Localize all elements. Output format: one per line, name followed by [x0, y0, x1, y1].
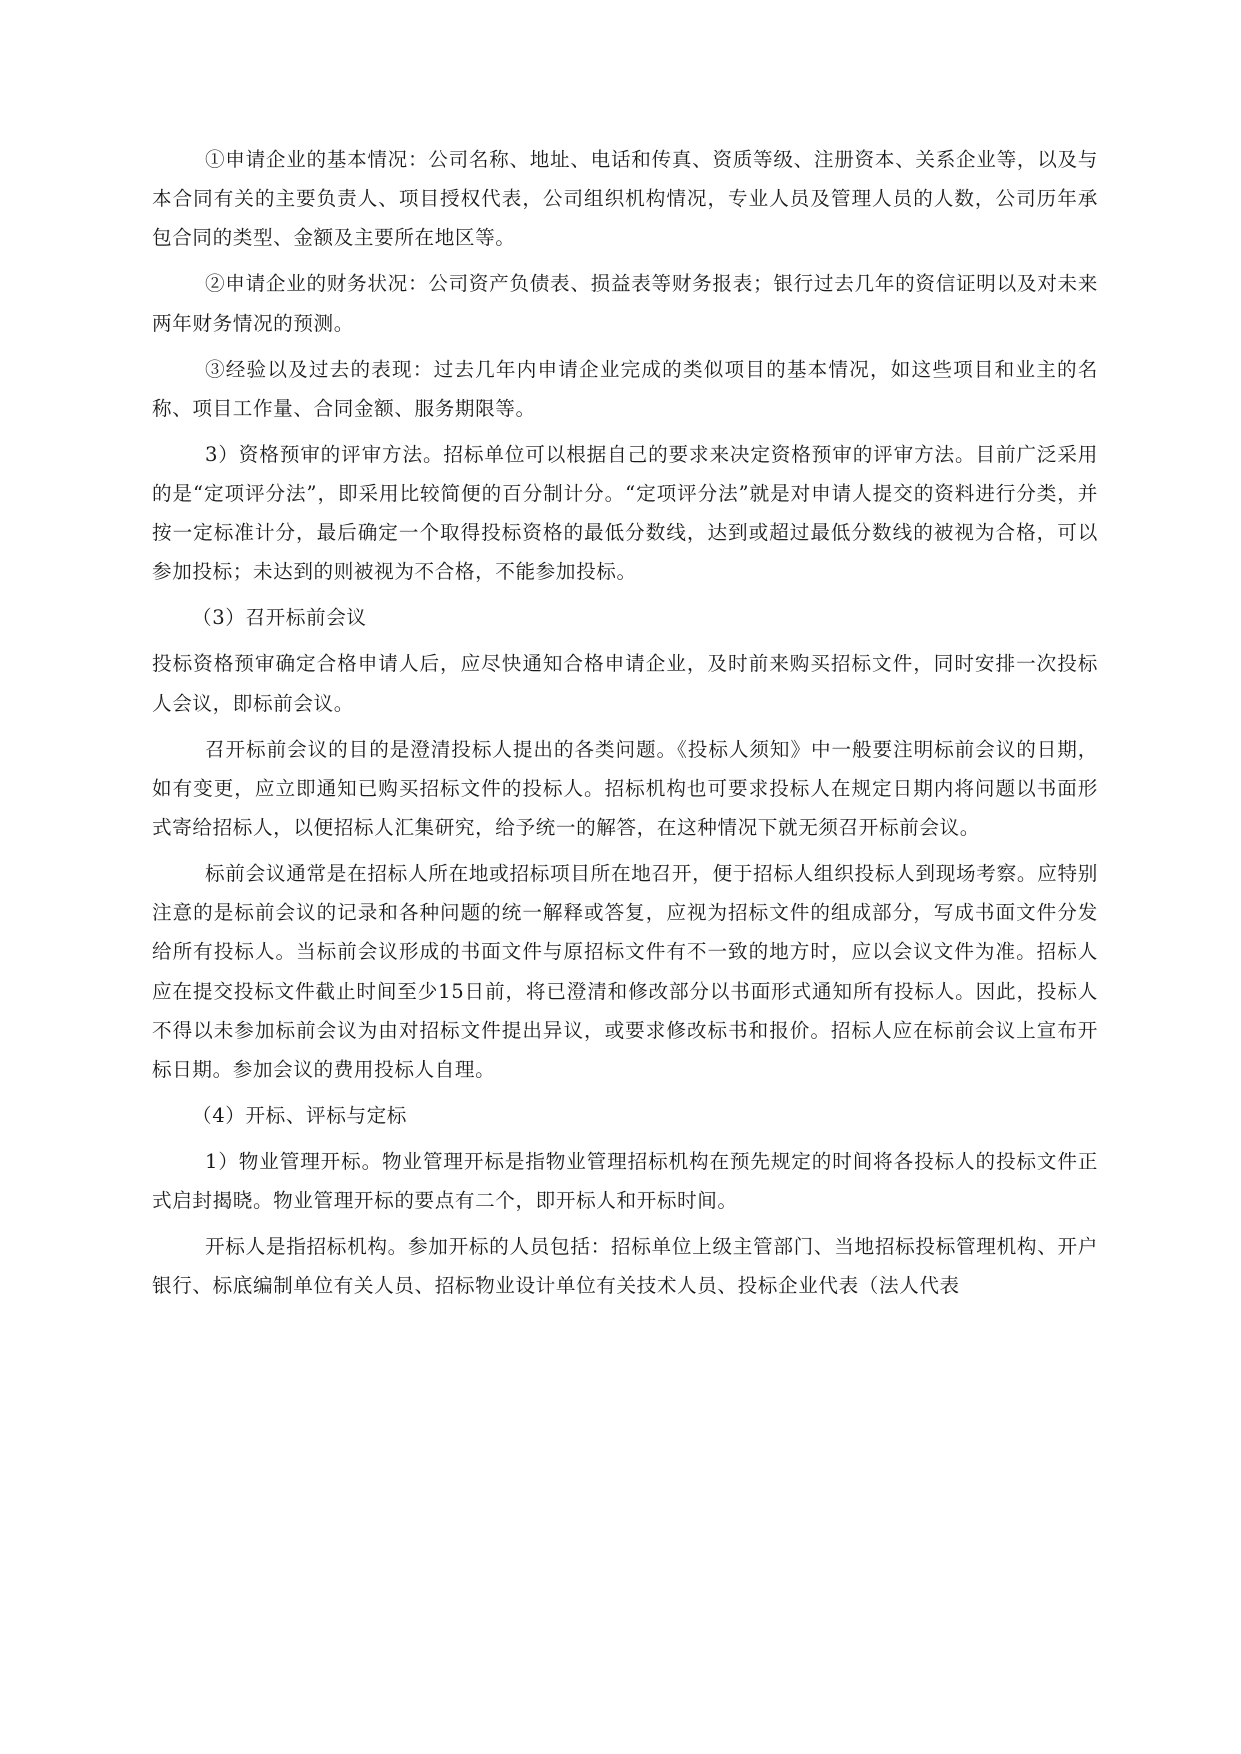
paragraph-bid-opening: 1）物业管理开标。物业管理开标是指物业管理招标机构在预先规定的时间将各投标人的投标文件正式启封揭晓。物业管理开标的要点有二个，即开标人和开标时间。: [152, 1150, 1098, 1213]
document-body: [152, 140, 1098, 1306]
paragraph-prequalification-method: 3）资格预审的评审方法。招标单位可以根据自己的要求来决定资格预审的评审方法。目前广泛采用的是“定项评分法”，即采用比较简便的百分制计分。“定项评分法”就是对申请人提交的资料进行分类，并按一定标准计分，最后确定一个取得投标资格的最低分数线，达到或超过最低分数线的被视为合格，可以参加投标；未达到的则被视为不合格，不能参加投标。: [152, 442, 1098, 584]
paragraph-pre-bid-meeting-purpose: 召开标前会议的目的是澄清投标人提出的各类问题。《投标人须知》中一般要注明标前会议的日期，如有变更，应立即通知已购买招标文件的投标人。招标机构也可要求投标人在规定日期内将问题以书面形式寄给招标人，以便招标人汇集研究，给予统一的解答，在这种情况下就无须召开标前会议。: [152, 737, 1098, 840]
section-heading-pre-bid-meeting: （3）召开标前会议: [192, 606, 367, 630]
paragraph-applicant-financial-status: ②申请企业的财务状况：公司资产负债表、损益表等财务报表；银行过去几年的资信证明以及对未来两年财务情况的预测。: [152, 272, 1098, 335]
paragraph-bid-opener: 开标人是指招标机构。参加开标的人员包括：招标单位上级主管部门、当地招标投标管理机构、开户银行、标底编制单位有关人员、招标物业设计单位有关技术人员、投标企业代表（法人代表: [152, 1235, 1098, 1298]
section-heading-bid-opening: （4）开标、评标与定标: [192, 1104, 408, 1128]
paragraph-pre-bid-meeting-location: 标前会议通常是在招标人所在地或招标项目所在地召开，便于招标人组织投标人到现场考察。应特别注意的是标前会议的记录和各种问题的统一解释或答复，应视为招标文件的组成部分，写成书面文件分发给所有投标人。当标前会议形成的书面文件与原招标文件有不一致的地方时，应以会议文件为准。招标人应在提交投标文件截止时间至少15日前，将已澄清和修改部分以书面形式通知所有投标人。因此，投标人不得以未参加标前会议为由对招标文件提出异议，或要求修改标书和报价。招标人应在标前会议上宣布开标日期。参加会议的费用投标人自理。: [152, 862, 1098, 1082]
paragraph-pre-bid-meeting-intro: 投标资格预审确定合格申请人后，应尽快通知合格申请企业，及时前来购买招标文件，同时安排一次投标人会议，即标前会议。: [152, 652, 1098, 715]
paragraph-experience: ③经验以及过去的表现：过去几年内申请企业完成的类似项目的基本情况，如这些项目和业主的名称、项目工作量、合同金额、服务期限等。: [152, 357, 1098, 420]
paragraph-applicant-basic-info: ①申请企业的基本情况：公司名称、地址、电话和传真、资质等级、注册资本、关系企业等，以及与本合同有关的主要负责人、项目授权代表，公司组织机构情况，专业人员及管理人员的人数，公司历年承包合同的类型、金额及主要所在地区等。: [152, 148, 1098, 250]
